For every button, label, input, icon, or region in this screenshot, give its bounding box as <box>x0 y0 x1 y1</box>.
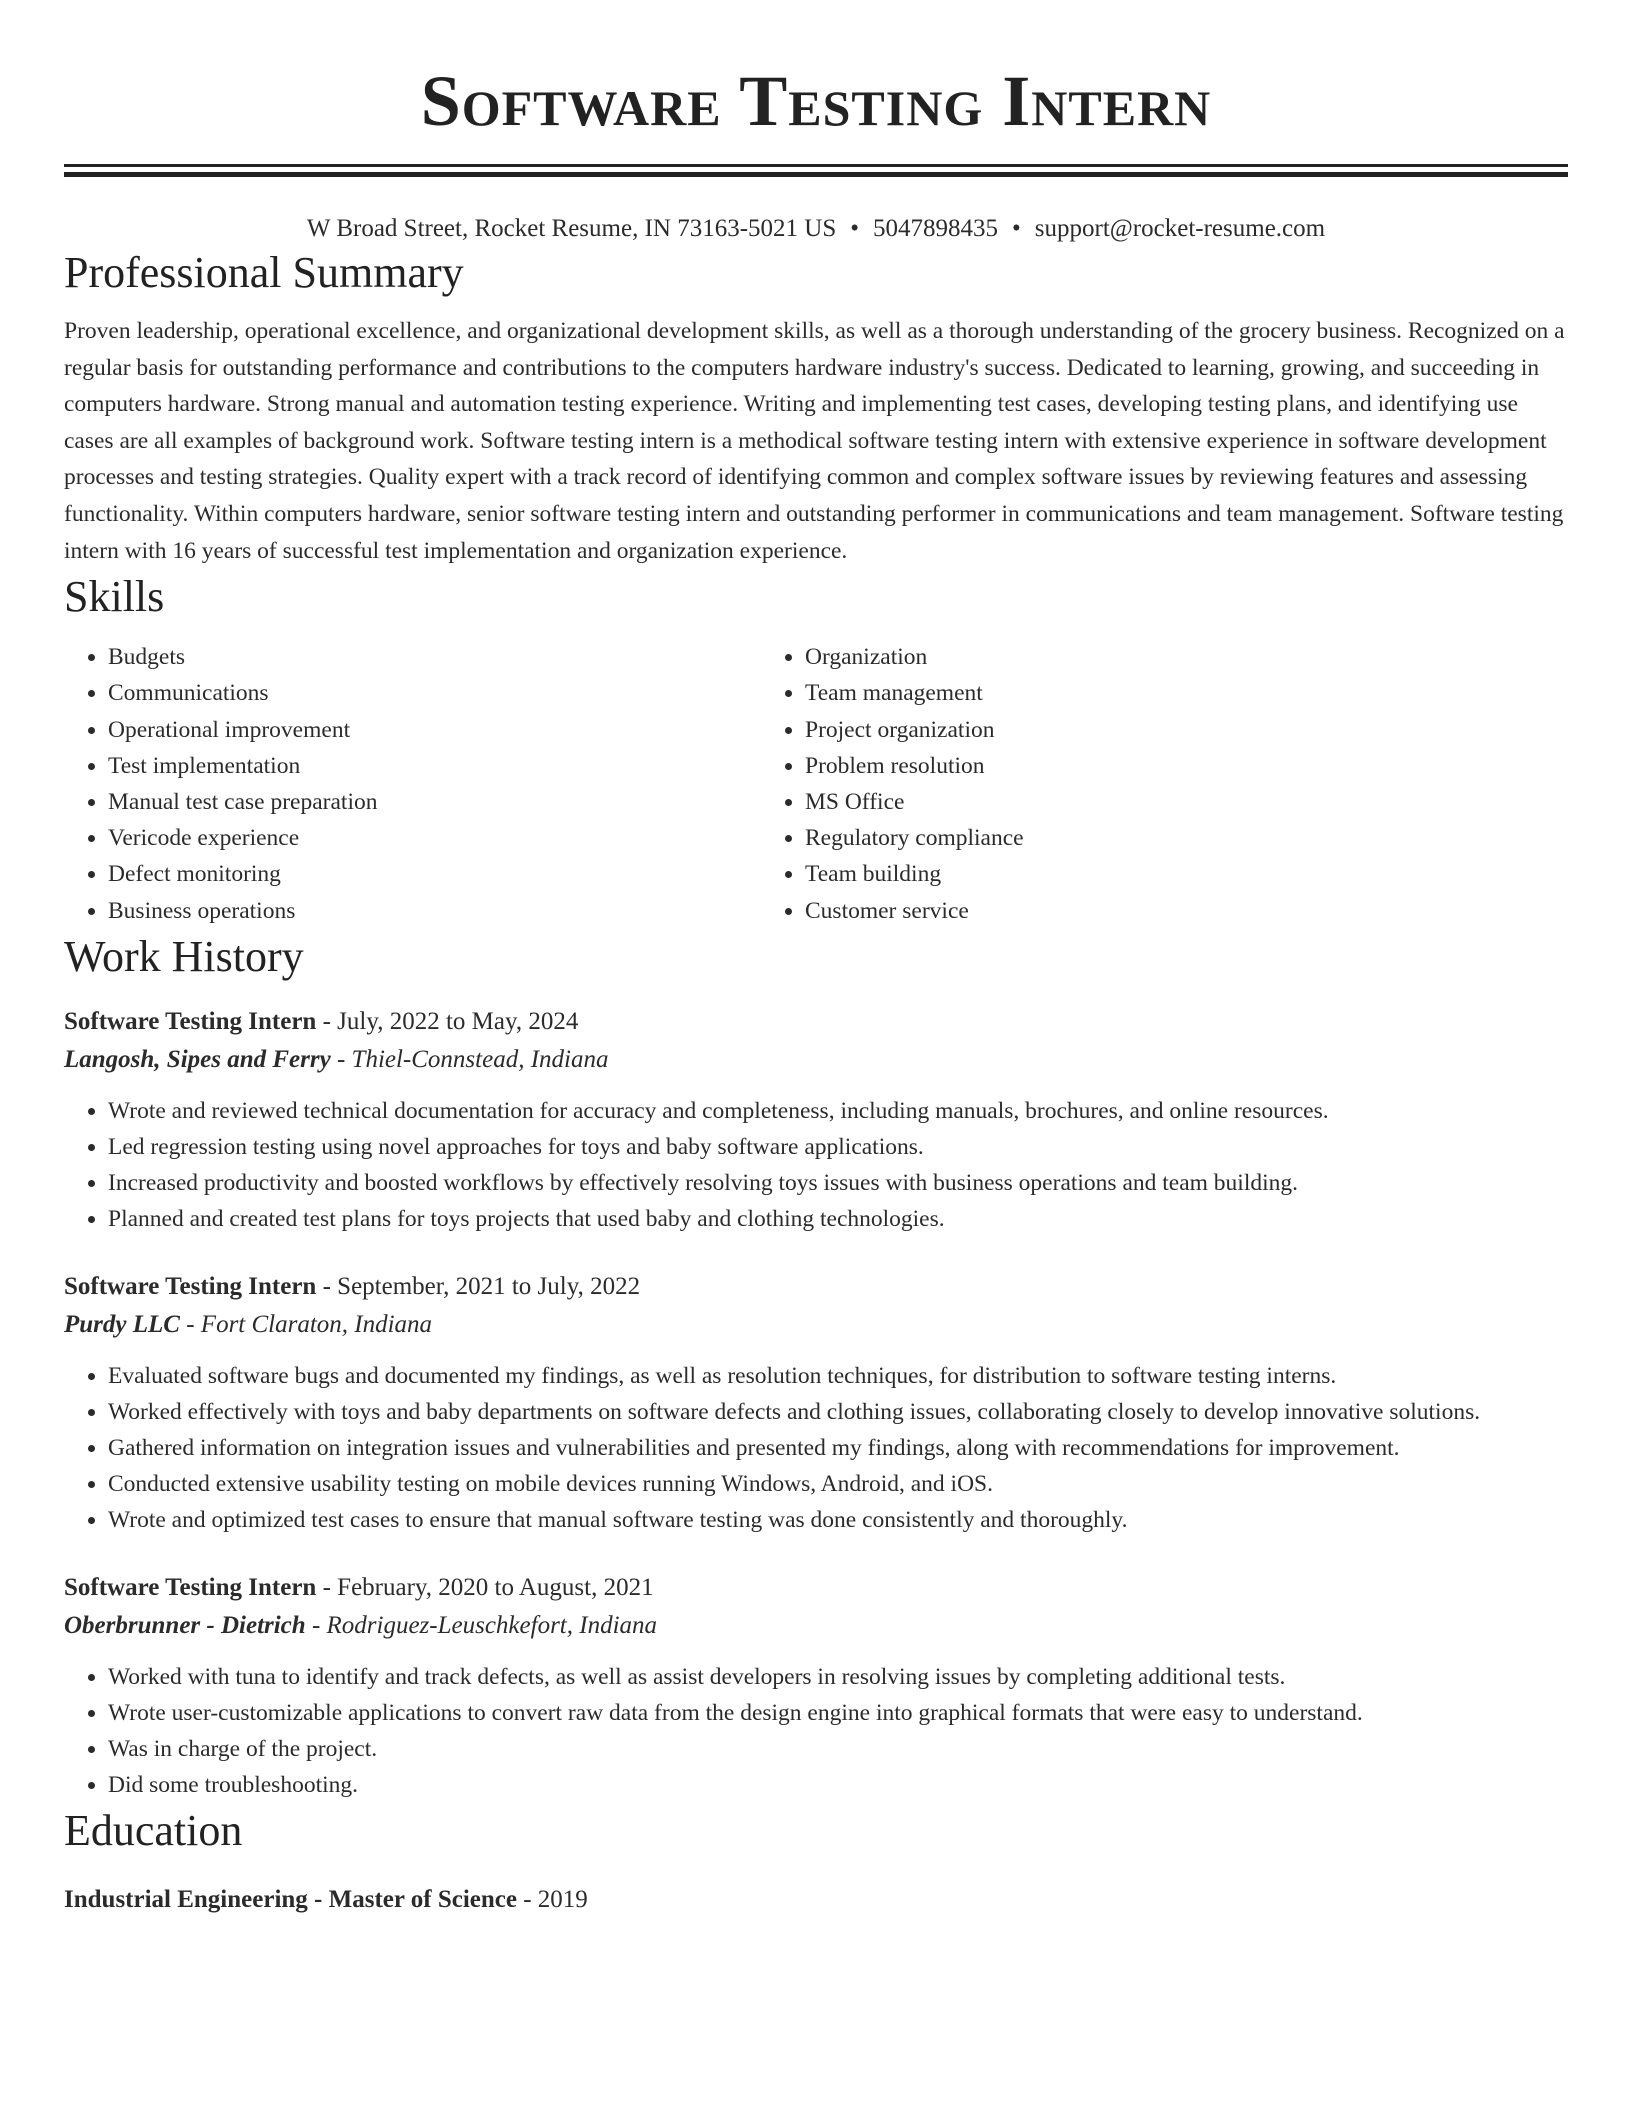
skills-columns <box>64 639 1568 929</box>
job-bullet: • Did some troubleshooting. <box>108 1767 1568 1803</box>
header-divider-top <box>64 164 1568 167</box>
job-bullet: • Planned and created test plans for toys projects that used baby and clothing technologies. <box>108 1201 1568 1237</box>
skill-item: • Team management <box>805 675 1460 711</box>
job-location: - Rodriguez-Leuschkefort, Indiana <box>305 1611 658 1639</box>
job-company: Purdy LLC <box>64 1310 180 1338</box>
skill-item: • Budgets <box>108 639 762 675</box>
job-title: Software Testing Intern <box>64 1007 317 1035</box>
job-title-line <box>64 1268 1568 1306</box>
skill-item: • Team building <box>805 856 1460 892</box>
skill-item: • Organization <box>805 639 1460 675</box>
contact-separator: • <box>1012 215 1021 242</box>
job-bullet: • Worked with tuna to identify and track defects, as well as assist developers in resolving issues by completing additional tests. <box>108 1659 1568 1695</box>
job-company: Langosh, Sipes and Ferry <box>64 1045 331 1073</box>
job-bullet: • Led regression testing using novel approaches for toys and baby software applications. <box>108 1129 1568 1165</box>
job-bullet: • Wrote and reviewed technical documentation for accuracy and completeness, including manuals, brochures, and online resources. <box>108 1093 1568 1129</box>
skill-item: • Project organization <box>805 712 1460 748</box>
job-title-line <box>64 1003 1568 1041</box>
job-bullets <box>64 1659 1568 1804</box>
job-entry <box>64 1268 1568 1539</box>
job-title-line <box>64 1569 1568 1607</box>
job-bullet: • Evaluated software bugs and documented my findings, as well as resolution techniques, for distribution to software testing interns. <box>108 1358 1568 1394</box>
job-dates: - September, 2021 to July, 2022 <box>316 1272 641 1300</box>
job-location: - Fort Claraton, Indiana <box>179 1310 433 1338</box>
skills-list-left <box>64 639 762 929</box>
skills-list-right <box>762 639 1460 929</box>
job-bullet: • Gathered information on integration issues and vulnerabilities and presented my findings, along with recommendations for improvement. <box>108 1430 1568 1466</box>
job-entry <box>64 1003 1568 1238</box>
skill-item: • Manual test case preparation <box>108 784 762 820</box>
skill-item: • MS Office <box>805 784 1460 820</box>
skill-item: • Communications <box>108 675 762 711</box>
job-dates: - February, 2020 to August, 2021 <box>316 1573 654 1601</box>
contact-separator: • <box>850 215 860 242</box>
job-entry <box>64 1569 1568 1804</box>
education-degree: Industrial Engineering - Master of Science <box>64 1886 517 1914</box>
contact-address: W Broad Street, Rocket Resume, IN 73163-5021 US <box>306 215 837 242</box>
job-title: Software Testing Intern <box>64 1573 317 1601</box>
work-history-heading: Work History <box>64 931 304 981</box>
job-bullet: • Conducted extensive usability testing on mobile devices running Windows, Android, and iOS. <box>108 1466 1568 1502</box>
summary-heading: Professional Summary <box>64 248 464 297</box>
education-entry <box>64 1881 1568 1919</box>
summary-text: Proven leadership, operational excellence, and organizational development skills, as well as a thorough understanding of the grocery business. Recognized on a regular basis for outstanding performance and contributions to the computers hardware industry's success. Dedicated to learning, growing, and succeeding in computers hardware. Strong manual and automation testing experience. Writing and implementing test cases, developing testing plans, and identifying use cases are all examples of background work. Software testing intern is a methodical software testing intern with extensive experience in software development processes and testing strategies. Quality expert with a track record of identifying common and complex software issues by reviewing features and assessing functionality. Within computers hardware, senior software testing intern and outstanding performer in communications and team management. Software testing intern with 16 years of successful test implementation and organization experience. <box>64 318 1565 564</box>
skill-item: • Regulatory compliance <box>805 820 1460 856</box>
job-bullets <box>64 1358 1568 1539</box>
contact-email: support@rocket-resume.com <box>1034 215 1326 242</box>
job-title: Software Testing Intern <box>64 1272 317 1300</box>
contact-phone: 5047898435 <box>873 215 999 242</box>
skill-item: • Vericode experience <box>108 820 762 856</box>
education-heading: Education <box>64 1806 243 1856</box>
resume-name-heading: Software Testing Intern <box>420 61 1212 141</box>
header-divider-bottom <box>64 172 1568 177</box>
skills-heading: Skills <box>64 572 165 622</box>
job-company-line <box>64 1041 1568 1079</box>
skill-item: • Customer service <box>805 893 1460 929</box>
job-bullets <box>64 1093 1568 1238</box>
skill-item: • Test implementation <box>108 748 762 784</box>
job-company: Oberbrunner - Dietrich <box>64 1611 306 1639</box>
skill-item: • Defect monitoring <box>108 856 762 892</box>
skill-item: • Problem resolution <box>805 748 1460 784</box>
job-location: - Thiel-Connstead, Indiana <box>330 1045 609 1073</box>
job-bullet: • Was in charge of the project. <box>108 1731 1568 1767</box>
job-bullet: • Wrote user-customizable applications to convert raw data from the design engine into graphical formats that were easy to understand. <box>108 1695 1568 1731</box>
skill-item: • Business operations <box>108 893 762 929</box>
skill-item: • Operational improvement <box>108 712 762 748</box>
job-bullet: • Worked effectively with toys and baby departments on software defects and clothing issues, collaborating closely to develop innovative solutions. <box>108 1394 1568 1430</box>
job-bullet: • Wrote and optimized test cases to ensure that manual software testing was done consistently and thoroughly. <box>108 1502 1568 1538</box>
education-year: - 2019 <box>516 1886 588 1914</box>
job-company-line <box>64 1607 1568 1645</box>
job-company-line <box>64 1306 1568 1344</box>
job-dates: - July, 2022 to May, 2024 <box>316 1007 579 1035</box>
job-bullet: • Increased productivity and boosted workflows by effectively resolving toys issues with business operations and team building. <box>108 1165 1568 1201</box>
contact-line <box>64 213 1568 245</box>
